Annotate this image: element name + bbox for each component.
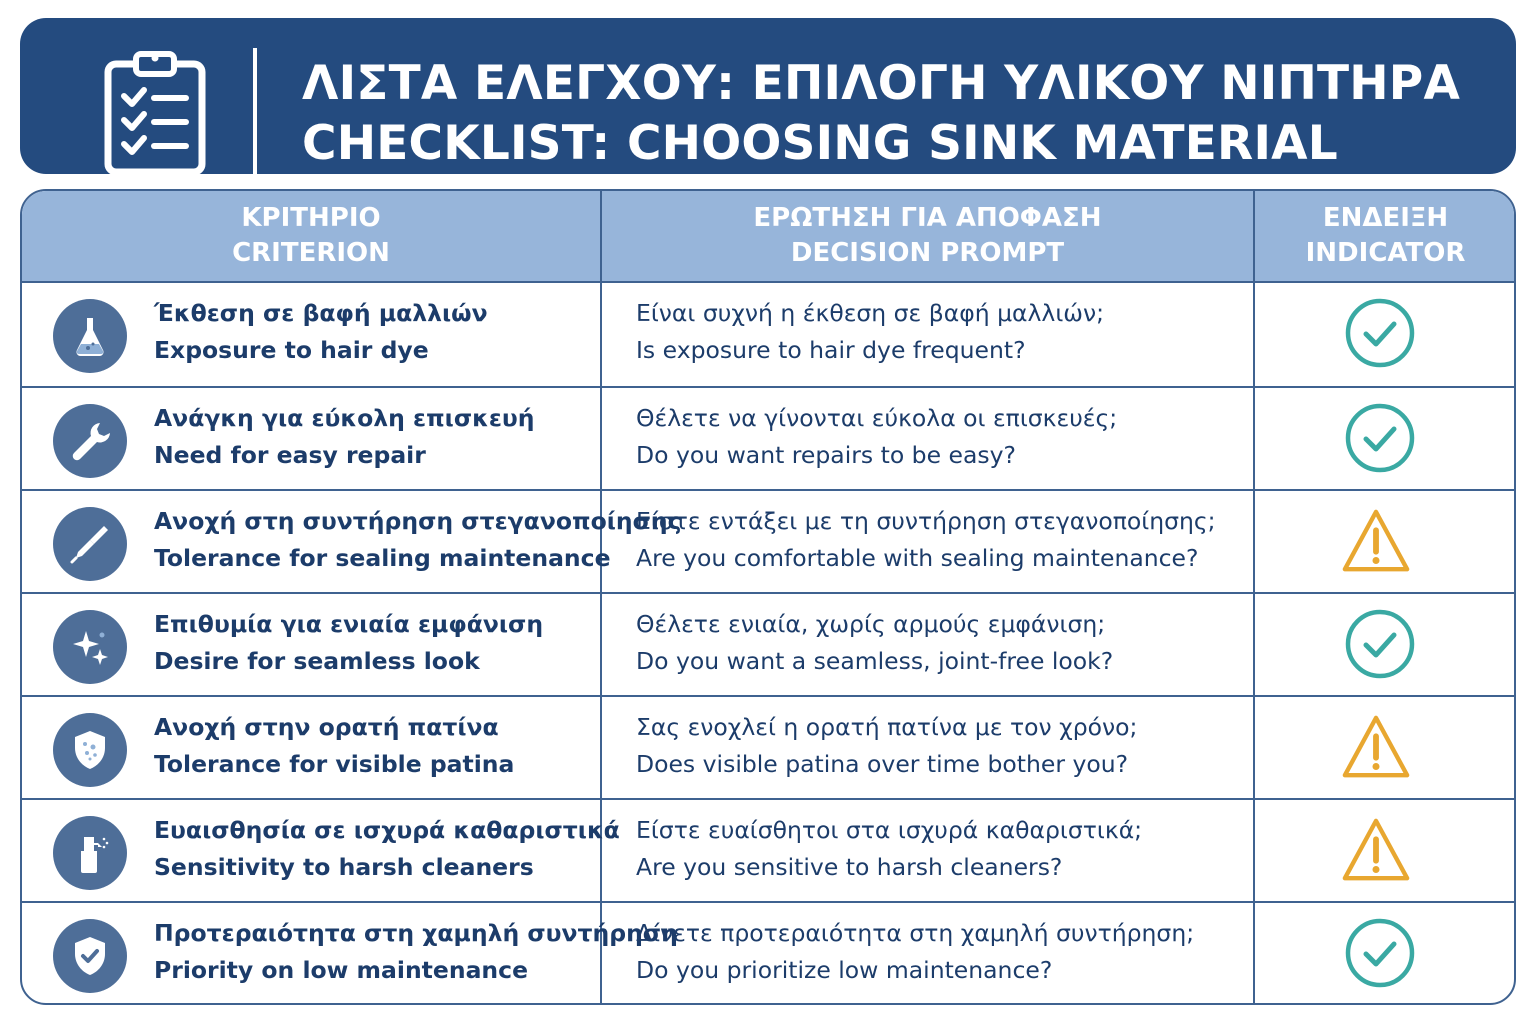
prompt-english: Do you prioritize low maintenance?: [636, 956, 1053, 984]
prompt-english: Does visible patina over time bother you?: [636, 750, 1129, 778]
prompt-english: Do you want a seamless, joint-free look?: [636, 647, 1114, 675]
prompt-english: Is exposure to hair dye frequent?: [636, 336, 1026, 364]
prompt-greek: Σας ενοχλεί η ορατή πατίνα με τον χρόνο;: [636, 713, 1138, 741]
column-header-greek: ΕΡΩΤΗΣΗ ΓΙΑ ΑΠΟΦΑΣΗ: [753, 203, 1102, 233]
flask-icon: [66, 312, 114, 360]
warning-icon: [1336, 507, 1416, 577]
check-icon: [1344, 297, 1416, 369]
checklist-table: [20, 189, 1516, 1005]
table-header: [22, 191, 1514, 283]
shield-check-icon: [66, 932, 114, 980]
prompt-cell: [636, 915, 1194, 989]
spray-bottle-icon: [66, 829, 114, 877]
column-header-indicator: [1255, 191, 1516, 281]
page-title: [302, 54, 1460, 174]
prompt-greek: Είστε εντάξει με τη συντήρηση στεγανοποίησης;: [636, 507, 1216, 535]
column-header-english: INDICATOR: [1305, 238, 1466, 268]
warning-icon: [1336, 816, 1416, 886]
criterion-english: Priority on low maintenance: [154, 956, 529, 984]
title-english: CHECKLIST: CHOOSING SINK MATERIAL: [302, 116, 1338, 171]
wrench-icon: [66, 417, 114, 465]
column-header-english: CRITERION: [232, 238, 390, 268]
criterion-greek: Ανάγκη για εύκολη επισκευή: [154, 404, 535, 432]
criterion-english: Tolerance for visible patina: [154, 750, 515, 778]
criterion-greek: Ευαισθησία σε ισχυρά καθαριστικά: [154, 816, 620, 844]
prompt-greek: Θέλετε ενιαία, χωρίς αρμούς εμφάνιση;: [636, 610, 1106, 638]
criterion-english: Tolerance for sealing maintenance: [154, 544, 611, 572]
criterion-cell: [154, 503, 682, 577]
prompt-cell: [636, 812, 1142, 886]
criterion-english: Need for easy repair: [154, 441, 426, 469]
table-body: [22, 283, 1514, 1005]
criterion-cell: [154, 709, 514, 783]
banner-divider: [253, 48, 257, 180]
title-greek: ΛΙΣΤΑ ΕΛΕΓΧΟΥ: ΕΠΙΛΟΓΗ ΥΛΙΚΟΥ ΝΙΠΤΗΡΑ: [302, 56, 1461, 111]
criterion-icon-badge: [53, 507, 127, 581]
criterion-greek: Επιθυμία για ενιαία εμφάνιση: [154, 610, 544, 638]
criterion-greek: Ανοχή στην ορατή πατίνα: [154, 713, 499, 741]
prompt-english: Do you want repairs to be easy?: [636, 441, 1017, 469]
criterion-cell: [154, 400, 535, 474]
table-row: [22, 695, 1514, 798]
criterion-icon-badge: [53, 713, 127, 787]
prompt-greek: Δίνετε προτεραιότητα στη χαμηλή συντήρηση;: [636, 919, 1195, 947]
criterion-greek: Προτεραιότητα στη χαμηλή συντήρηση: [154, 919, 678, 947]
sparkle-icon: [66, 623, 114, 671]
criterion-icon-badge: [53, 610, 127, 684]
criterion-greek: Έκθεση σε βαφή μαλλιών: [154, 299, 488, 327]
prompt-greek: Είστε ευαίσθητοι στα ισχυρά καθαριστικά;: [636, 816, 1143, 844]
criterion-english: Exposure to hair dye: [154, 336, 429, 364]
column-header-greek: ΕΝΔΕΙΞΗ: [1322, 203, 1449, 233]
criterion-english: Desire for seamless look: [154, 647, 480, 675]
table-row: [22, 798, 1514, 901]
prompt-cell: [636, 503, 1216, 577]
criterion-cell: [154, 915, 678, 989]
column-header-prompt: [602, 191, 1253, 281]
check-icon: [1344, 402, 1416, 474]
check-icon: [1344, 917, 1416, 989]
title-banner: [20, 18, 1516, 174]
sealant-gun-icon: [66, 520, 114, 568]
criterion-greek: Ανοχή στη συντήρηση στεγανοποίησης: [154, 507, 682, 535]
criterion-cell: [154, 606, 543, 680]
criterion-icon-badge: [53, 404, 127, 478]
check-icon: [1344, 608, 1416, 680]
warning-icon: [1336, 713, 1416, 783]
column-header-greek: ΚΡΙΤΗΡΙΟ: [241, 203, 381, 233]
criterion-english: Sensitivity to harsh cleaners: [154, 853, 534, 881]
table-row: [22, 592, 1514, 695]
table-row: [22, 386, 1514, 489]
criterion-cell: [154, 295, 488, 369]
prompt-english: Are you comfortable with sealing maintenance?: [636, 544, 1199, 572]
patina-shield-icon: [66, 726, 114, 774]
prompt-cell: [636, 709, 1137, 783]
criterion-icon-badge: [53, 919, 127, 993]
clipboard-checklist-icon: [102, 48, 208, 178]
prompt-cell: [636, 400, 1117, 474]
column-header-criterion: [22, 191, 600, 281]
criterion-cell: [154, 812, 620, 886]
criterion-icon-badge: [53, 816, 127, 890]
table-row: [22, 489, 1514, 592]
column-header-english: DECISION PROMPT: [790, 238, 1065, 268]
prompt-cell: [636, 606, 1113, 680]
criterion-icon-badge: [53, 299, 127, 373]
table-row: [22, 901, 1514, 1004]
prompt-greek: Θέλετε να γίνονται εύκολα οι επισκευές;: [636, 404, 1118, 432]
table-row: [22, 283, 1514, 386]
prompt-greek: Είναι συχνή η έκθεση σε βαφή μαλλιών;: [636, 299, 1105, 327]
prompt-english: Are you sensitive to harsh cleaners?: [636, 853, 1063, 881]
prompt-cell: [636, 295, 1104, 369]
